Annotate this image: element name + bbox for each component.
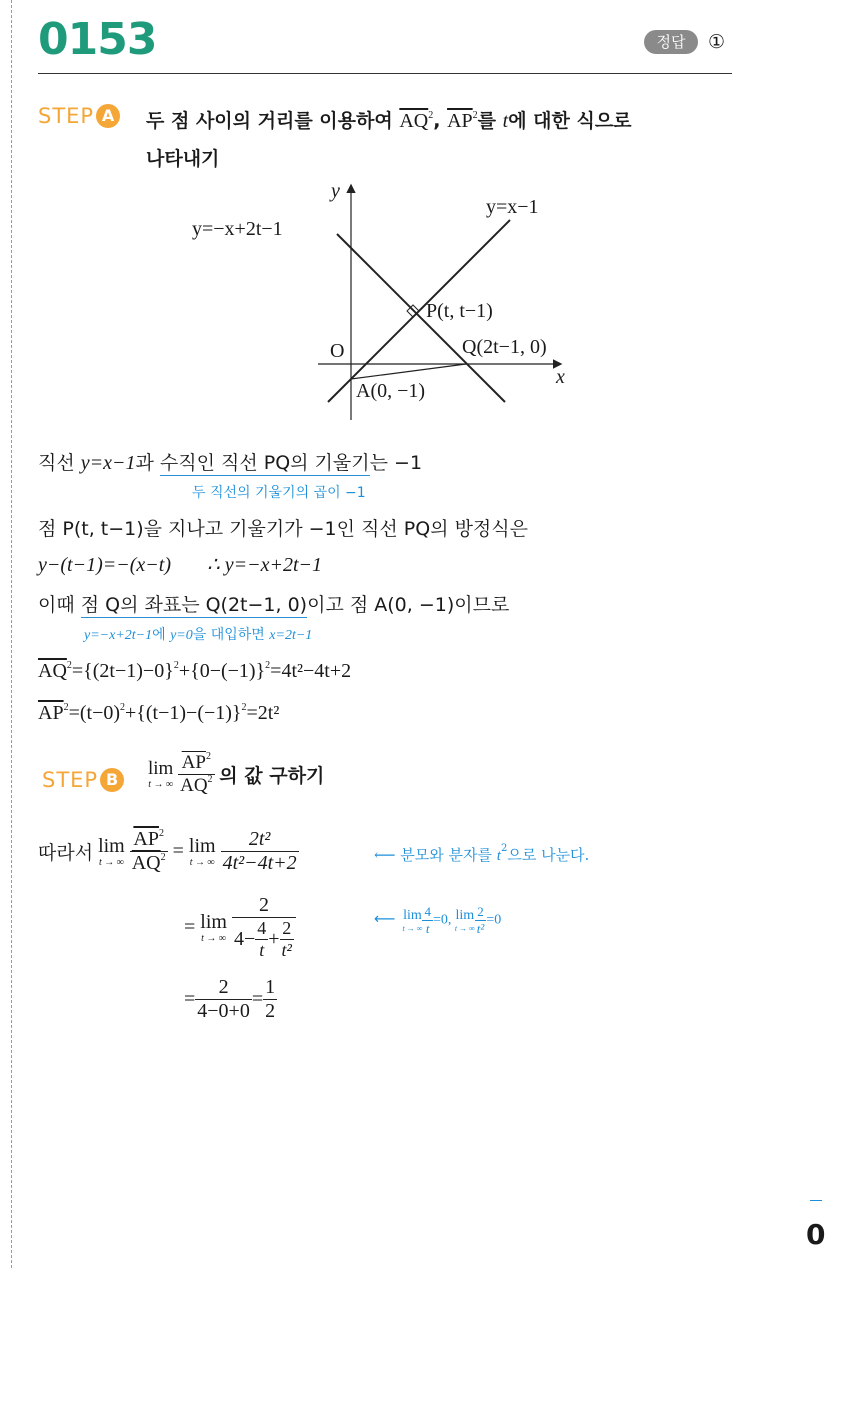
note2-a: y=−x+2t−1 [84, 628, 153, 643]
sol-b-lim2-sub: t → ∞ [189, 856, 215, 868]
solution-b-line-1 [38, 828, 299, 875]
line1-post1: 과 [135, 452, 160, 474]
step-b-fraction: $\frac{\overline{AP}^2}{\overline{AQ}^2}$ [180, 751, 213, 796]
note-limits-b: =0 [486, 912, 502, 928]
note-lim1 [403, 909, 423, 933]
step-b-lim [148, 759, 173, 790]
aq-result: =4t²−4t+2 [270, 660, 352, 682]
sol-b-frac3-num: 2 [258, 894, 269, 916]
solution-line-2: 점 P(t, t−1)을 지나고 기울기가 −1인 직선 PQ의 방정식은 [38, 518, 528, 540]
ap-expr: =(t−0) [68, 702, 121, 724]
note-slope-product: 두 직선의 기울기의 곱이 −1 [192, 485, 366, 501]
left-arrow-icon-2: ⟵ [374, 909, 396, 928]
sol-b-lim2-text: lim [188, 834, 216, 857]
coordinate-graph [0, 0, 844, 440]
line1-math: y=x−1 [80, 452, 136, 474]
sol-b-frac3 [232, 894, 296, 961]
note-frac1-den: t [422, 920, 433, 937]
sol-b-eq3: = [184, 988, 196, 1010]
line4-post: 이고 점 A(0, −1)이므로 [307, 594, 510, 616]
line3-result: ∴ y=−x+2t−1 [207, 554, 323, 576]
inner1-num: 4 [257, 918, 267, 938]
sol-b-frac2 [221, 828, 299, 875]
step-a-title: 두 점 사이의 거리를 이용하여 $\overline{AQ}^2$, $\overline{AP}^2$를 t에 대한 식으로 [146, 110, 632, 132]
problem-number: 0153 [38, 14, 157, 65]
sol-b-frac4-num: 2 [218, 976, 229, 998]
line4-pre: 이때 [38, 594, 81, 616]
sol-b-lim3-sub: t → ∞ [201, 932, 227, 944]
line1-underlined: 수직인 직선 PQ의 기울기 [159, 452, 370, 474]
point-p-label: P(t, t−1) [426, 300, 493, 322]
page-number: 0 [806, 1218, 826, 1251]
note-lim2-sub: t → ∞ [454, 923, 475, 933]
sol-b-lim1-text: lim [98, 834, 125, 857]
sol-b-frac2-den: 4t²−4t+2 [222, 852, 297, 874]
note-divide-pre: 분모와 분자를 [400, 846, 497, 864]
y-axis-label: y [331, 180, 340, 202]
note-frac1-num: 4 [424, 904, 431, 919]
solution-b-line-2 [184, 894, 296, 961]
answer-value: ① [708, 31, 726, 53]
note-lim2-text: lim [455, 907, 475, 923]
sol-b-frac5-num: 1 [265, 976, 276, 998]
solution-line-3 [38, 552, 322, 577]
step-a-letter: A [96, 104, 120, 128]
step-a-title-line2: 나타내기 [146, 148, 220, 170]
line2-label: y=−x+2t−1 [192, 218, 283, 240]
solution-line-1 [38, 448, 422, 475]
step-a-ap: $\overline{AP}$ [447, 110, 473, 132]
step-b-label: STEP [42, 768, 99, 792]
line1-post2: 는 −1 [369, 452, 423, 474]
left-arrow-icon: ⟵ [374, 846, 396, 864]
step-a-aq: $\overline{AQ}$ [399, 110, 429, 132]
sol-b-frac4 [195, 976, 252, 1023]
step-a-suffix: 에 대한 식으로 [508, 110, 632, 132]
line4-underlined: 점 Q의 좌표는 Q(2t−1, 0) [80, 594, 308, 616]
ap-result: =2t² [246, 702, 280, 724]
inner2-num: 2 [282, 918, 292, 938]
sol-b-lim3-text: lim [200, 910, 227, 933]
sol-b-lim1 [98, 836, 125, 868]
line1-label: y=x−1 [486, 196, 539, 218]
step-b-den: $\overline{AQ}$ [180, 775, 208, 796]
sol-b-prefix: 따라서 [38, 842, 94, 864]
note-limits-a: =0, [432, 912, 455, 928]
note-lim1-text: lim [403, 907, 422, 923]
step-b-lim-sub: t → ∞ [148, 779, 174, 790]
inner2-den: t² [281, 940, 292, 960]
note-frac2-den: t² [476, 921, 485, 936]
step-a-sep: , [433, 110, 448, 132]
origin-label: O [330, 340, 345, 362]
step-b-title [148, 752, 324, 797]
segment-aq [351, 364, 466, 379]
ap-squared-line: $\overline{AP}^2=(t-0)^2+\{(t-1)-(-1)\}^2=2t^2$ [38, 702, 280, 724]
line3-equation: y−(t−1)=−(x−t) [38, 554, 171, 576]
point-a-label: A(0, −1) [356, 380, 426, 402]
ap-expr2: +{(t−1)−(−1)} [125, 702, 242, 724]
sol-b-frac1: $\frac{\overline{AP}^2}{\overline{AQ}^2}$ [131, 828, 166, 874]
sol-b-frac5 [263, 976, 277, 1023]
sol-b-lim3 [200, 912, 227, 944]
point-q-label: Q(2t−1, 0) [462, 336, 547, 358]
sol-b-frac4-den: 4−0+0 [197, 1000, 250, 1022]
note2-d: 을 대입하면 [192, 627, 270, 643]
aq-squared-line: $\overline{AQ}^2=\{(2t-1)-0\}^2+\{0-(-1)\}^2=4t^2-4t+2$ [38, 660, 352, 682]
note-substitute [84, 624, 312, 644]
note-lim2 [455, 909, 475, 933]
aq-label: $\overline{AQ}$ [38, 660, 67, 682]
step-a-label: STEP [38, 104, 95, 128]
line1-pre: 직선 [38, 452, 81, 474]
note-limits [374, 904, 501, 937]
sol-b-frac5-den: 2 [265, 1000, 276, 1022]
step-b-heading [42, 768, 124, 792]
answer-badge: 정답 [644, 30, 698, 54]
sol-b-frac1-num: $\overline{AP}$ [133, 828, 159, 850]
sol-b-eq4: = [251, 988, 264, 1010]
note-frac2-num: 2 [477, 904, 484, 919]
sol-b-eq2: = [184, 916, 196, 938]
step-b-title-suffix: 의 값 구하기 [219, 765, 325, 787]
step-b-lim-text: lim [148, 758, 174, 779]
step-a-title-prefix: 두 점 사이의 거리를 이용하여 [146, 110, 400, 132]
ap-label: $\overline{AP}$ [38, 702, 64, 724]
solution-b-line-3 [184, 976, 277, 1023]
sol-b-frac3-den-b: + [268, 928, 280, 950]
sol-b-frac3-den-a: 4− [233, 928, 256, 950]
solution-line-4 [38, 590, 509, 617]
note-frac2 [475, 904, 487, 937]
note-divide: ⟵ 분모와 분자를 $t^2$으로 나눈다. [374, 843, 590, 864]
page-tab-mark [810, 1200, 822, 1201]
step-a-t: t [502, 110, 509, 132]
inner1-den: t [255, 939, 268, 961]
note2-b: 에 [152, 627, 171, 643]
step-b-num: $\overline{AP}$ [181, 752, 206, 773]
sol-b-inner1 [255, 918, 268, 961]
sol-b-inner2 [280, 918, 294, 961]
aq-expr2: +{0−(−1)} [178, 660, 266, 682]
note-lim1-sub: t → ∞ [402, 923, 423, 933]
x-axis-label: x [556, 366, 565, 388]
sol-b-frac2-num: 2t² [248, 828, 271, 850]
aq-expr: ={(2t−1)−0} [71, 660, 174, 682]
note2-e: x=2t−1 [269, 628, 313, 643]
sol-b-lim2 [189, 836, 216, 868]
sol-b-frac1-den: $\overline{AQ}$ [131, 852, 161, 874]
sol-b-lim1-sub: t → ∞ [98, 856, 124, 868]
step-a-mid: 를 [477, 110, 503, 132]
note2-c: y=0 [170, 628, 193, 643]
note-frac1 [422, 904, 433, 937]
note-divide-post: 으로 나눈다. [507, 846, 590, 864]
note-divide-t: t [496, 848, 501, 864]
step-b-letter: B [100, 768, 124, 792]
sol-b-eq1: = [172, 840, 184, 862]
